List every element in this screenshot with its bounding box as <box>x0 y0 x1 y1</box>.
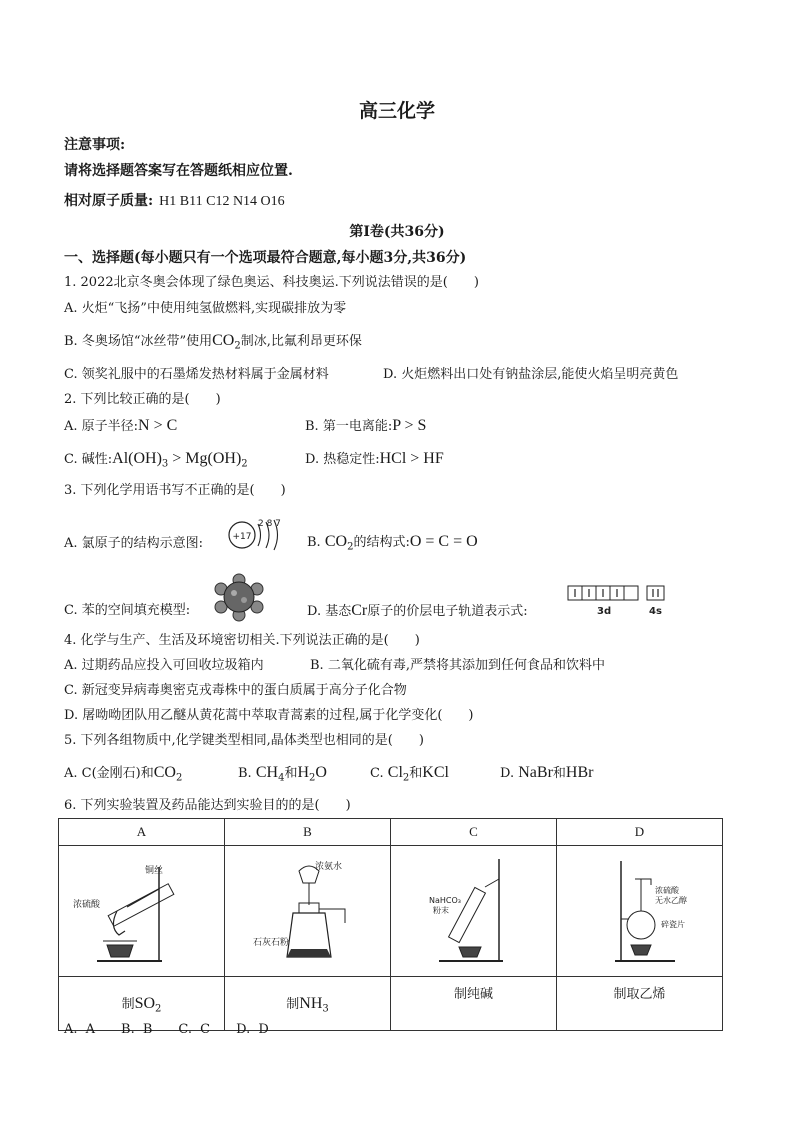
q2-option-d <box>305 450 444 469</box>
q2-option-c <box>64 450 248 474</box>
notice-body: 请将选择题答案写在答题纸相应位置. <box>64 163 293 179</box>
apparatus-b-cell <box>225 846 391 977</box>
section-title: 第I卷(共36分) <box>349 224 445 240</box>
part-heading: 一、选择题(每小题只有一个选项最符合题意,每小题3分,共36分) <box>64 250 467 266</box>
cr-orbital-diagram <box>567 584 677 618</box>
q4-option-d: D. 屠呦呦团队用乙醚从黄花蒿中萃取青蒿素的过程,属于化学变化( ) <box>64 708 474 723</box>
q1-option-a: A. 火炬“飞扬”中使用纯氢做燃料,实现碳排放为零 <box>64 301 347 316</box>
q2-c-sub1: 3 <box>161 458 169 470</box>
q5-b-label: B. <box>238 766 252 781</box>
q5-a-text: A. C(金刚石)和 <box>64 766 154 781</box>
q1-option-c: C. 领奖礼服中的石墨烯发热材料属于金属材料 <box>64 367 329 382</box>
q5-c-formula1: Cl <box>387 764 403 781</box>
q2-b-text: B. 第一电离能: <box>305 419 393 434</box>
q3-b-formula: CO <box>324 533 348 550</box>
atomic-mass-line <box>64 190 285 210</box>
apparatus-row <box>59 846 723 977</box>
page-title: 高三化学 <box>358 100 435 122</box>
apparatus-d-diagram <box>565 849 715 971</box>
q6-stem: 6. 下列实验装置及药品能达到实验目的的是( ) <box>64 798 351 813</box>
q5-d-text: 和 <box>552 766 566 781</box>
label-conc-h2so4-d: 浓硫酸 <box>654 885 679 895</box>
q3-d-text: D. 基态 <box>307 604 352 619</box>
q6-answer-options: A. A B. B C. C D. D <box>64 1022 269 1037</box>
atomic-mass-label: 相对原子质量: <box>64 193 154 209</box>
q5-stem: 5. 下列各组物质中,化学键类型相同,晶体类型也相同的是( ) <box>64 733 424 748</box>
label-powder: 粉末 <box>432 905 449 915</box>
label-nahco3: NaHCO₃ <box>428 895 461 905</box>
apparatus-c-cell <box>391 846 557 977</box>
header-a: A <box>59 819 225 846</box>
caption-a-formula: SO <box>134 994 156 1012</box>
q2-a-text: A. 原子半径: <box>64 419 139 434</box>
q3-d-text2: 原子的价层电子轨道表示式: <box>367 604 528 619</box>
orbital-3d-label: 3d <box>597 606 612 617</box>
label-porcelain: 碎瓷片 <box>660 919 685 929</box>
header-c: C <box>391 819 557 846</box>
caption-d: 制取乙烯 <box>557 977 723 1031</box>
q1-b-formula: CO <box>212 332 235 349</box>
q2-stem: 2. 下列比较正确的是( ) <box>64 392 221 407</box>
q1-b-text: B. 冬奥场馆“冰丝带”使用 <box>64 334 213 349</box>
q5-c-formula2: KCl <box>422 764 449 781</box>
caption-c: 制纯碱 <box>391 977 557 1031</box>
q3-d-formula: Cr <box>351 602 368 619</box>
apparatus-c-diagram <box>399 849 549 971</box>
q5-option-a <box>64 764 182 788</box>
q5-a-formula: CO <box>153 764 176 781</box>
q4-stem: 4. 化学与生产、生活及环境密切相关.下列说法正确的是( ) <box>64 633 420 648</box>
q3-stem: 3. 下列化学用语书写不正确的是( ) <box>64 483 286 498</box>
q2-d-formula: HCl > HF <box>379 450 444 467</box>
co2-structural-formula: O = C = O <box>409 533 478 550</box>
apparatus-a-cell <box>59 846 225 977</box>
caption-b-sub: 3 <box>322 1003 329 1015</box>
q1-option-b <box>64 332 362 356</box>
q4-option-a: A. 过期药品应投入可回收垃圾箱内 <box>64 658 264 673</box>
caption-a-text: 制 <box>121 996 135 1012</box>
q5-b-formula2: H <box>297 764 310 781</box>
q3-option-b <box>307 533 478 557</box>
apparatus-a-diagram <box>67 849 217 971</box>
table-header-row <box>59 819 723 846</box>
caption-b-text: 制 <box>286 996 300 1012</box>
q4-option-c: C. 新冠变异病毒奥密克戎毒株中的蛋白质属于高分子化合物 <box>64 683 407 698</box>
q5-a-sub: 2 <box>175 772 183 784</box>
q5-b-formula3: O <box>315 764 327 781</box>
apparatus-d-cell <box>557 846 723 977</box>
q5-b-formula1: CH <box>255 764 279 781</box>
q5-option-d <box>500 764 593 783</box>
q3-b-sub: 2 <box>347 541 354 553</box>
label-ethanol: 无水乙醇 <box>654 895 687 905</box>
header-b: B <box>225 819 391 846</box>
q5-b-sub2: 2 <box>309 772 316 784</box>
q3-b-text: 的结构式: <box>353 535 410 550</box>
q2-c-formula1: Al(OH) <box>112 450 162 467</box>
q5-d-label: D. <box>500 766 515 781</box>
orbital-4s-label: 4s <box>649 606 662 617</box>
q4-option-b: B. 二氧化硫有毒,严禁将其添加到任何食品和饮料中 <box>310 658 605 673</box>
q3-b-label: B. <box>307 535 321 550</box>
q2-b-formula: P > S <box>392 417 427 434</box>
q2-c-formula2: > Mg(OH) <box>168 450 242 467</box>
q5-option-b <box>238 764 327 788</box>
caption-b-formula: NH <box>299 994 323 1012</box>
benzene-space-filling-model <box>212 572 266 622</box>
q1-b-sub: 2 <box>234 340 241 352</box>
q3-option-c: C. 苯的空间填充模型: <box>64 603 191 618</box>
q1-stem: 1. 2022北京冬奥会体现了绿色奥运、科技奥运.下列说法错误的是( ) <box>64 275 479 290</box>
q2-c-sub2: 2 <box>241 458 248 470</box>
label-limestone: 石灰石粉 <box>252 937 289 948</box>
q5-b-sub1: 4 <box>278 772 285 784</box>
nucleus-charge: +17 <box>232 532 252 542</box>
caption-a-sub: 2 <box>155 1003 162 1015</box>
chlorine-atom-structure-diagram <box>226 514 290 556</box>
q5-option-c <box>370 764 449 788</box>
q2-d-text: D. 热稳定性: <box>305 452 380 467</box>
header-d: D <box>557 819 723 846</box>
label-conc-ammonia: 浓氨水 <box>314 861 342 872</box>
q5-c-text: 和 <box>409 766 423 781</box>
q5-d-formula1: NaBr <box>518 764 553 781</box>
q5-c-label: C. <box>370 766 384 781</box>
q5-b-text: 和 <box>284 766 298 781</box>
q3-option-d <box>307 602 528 621</box>
q2-a-formula: N > C <box>138 417 178 434</box>
q1-option-d: D. 火炬燃料出口处有钠盐涂层,能使火焰呈明亮黄色 <box>383 367 679 382</box>
experiment-table <box>58 818 723 1031</box>
notice-heading: 注意事项: <box>64 137 126 153</box>
q2-c-text: C. 碱性: <box>64 452 113 467</box>
label-copper-wire: 铜丝 <box>144 865 163 876</box>
q2-option-a <box>64 417 177 436</box>
electron-shells: 2 8 7 <box>258 519 281 529</box>
apparatus-b-diagram <box>233 849 383 971</box>
q3-option-a: A. 氯原子的结构示意图: <box>64 536 204 551</box>
label-conc-h2so4-a: 浓硫酸 <box>72 899 100 910</box>
q1-b-text2: 制冰,比氟利昂更环保 <box>240 334 362 349</box>
q2-option-b <box>305 417 426 436</box>
atomic-mass-values: H1 B11 C12 N14 O16 <box>159 194 285 209</box>
q5-d-formula2: HBr <box>565 764 594 781</box>
q5-c-sub1: 2 <box>402 772 410 784</box>
